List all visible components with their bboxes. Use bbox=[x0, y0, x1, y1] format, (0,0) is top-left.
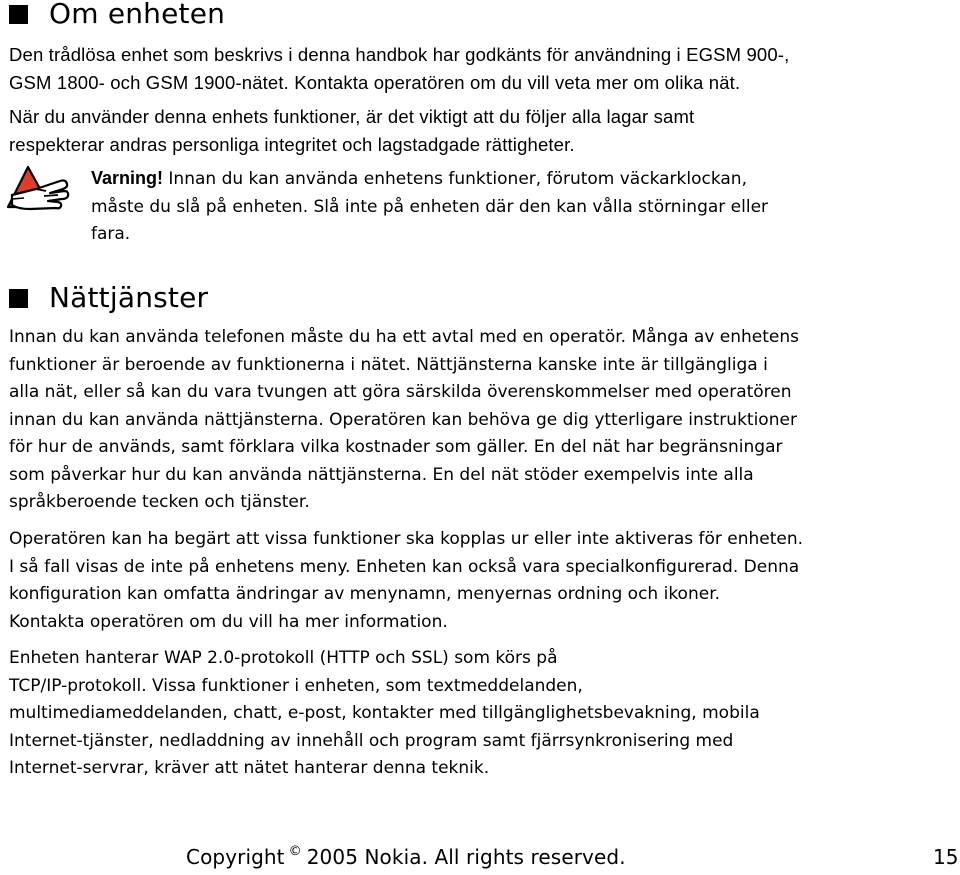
text-line: funktioner är beroende av funktionerna i nätet. Nättjänsterna kanske inte är tillgängliga i bbox=[9, 354, 768, 375]
warning-line-3: fara. bbox=[91, 224, 131, 244]
text-line: Innan du kan använda telefonen måste du ha ett avtal med en operatör. Många av enhetens bbox=[9, 327, 800, 347]
copyright-text: 2005 Nokia. All rights reserved. bbox=[306, 845, 626, 869]
text-line: När du använder denna enhets funktioner, är det viktigt att du följer alla lagar samt bbox=[9, 106, 695, 127]
section-heading-om-enheten bbox=[9, 0, 225, 28]
text-line: Den trådlösa enhet som beskrivs i denna handbok har godkänts för användning i EGSM 900-, bbox=[9, 44, 790, 65]
text-line: Operatören kan ha begärt att vissa funktioner ska kopplas ur eller inte aktiveras för enheten. bbox=[9, 529, 804, 549]
text-line: som påverkar hur du kan använda nättjänsterna. En del nät stöder exempelvis inte alla bbox=[9, 464, 754, 485]
warning-label: Varning! bbox=[91, 168, 164, 188]
section-heading-nattjanster bbox=[9, 281, 209, 314]
warning-text bbox=[91, 165, 768, 249]
page-number: 15 bbox=[933, 845, 959, 869]
wap-protocol-paragraph bbox=[9, 645, 760, 783]
text-line: innan du kan använda nättjänsterna. Operatören kan behöva ge dig ytterligare instruktioner bbox=[9, 409, 797, 430]
text-line: Kontakta operatören om du vill ha mer information. bbox=[9, 611, 448, 632]
copyright-symbol: © bbox=[288, 844, 302, 859]
copyright-prefix: Copyright bbox=[186, 845, 285, 869]
text-line: Internet-tjänster, nedladdning av innehåll och program samt fjärrsynkronisering med bbox=[9, 730, 734, 751]
text-line: TCP/IP-protokoll. Vissa funktioner i enheten, som textmeddelanden, bbox=[9, 675, 583, 696]
text-line: multimediameddelanden, chatt, e-post, kontakter med tillgänglighetsbevakning, mobila bbox=[9, 703, 760, 723]
law-paragraph bbox=[9, 103, 694, 158]
square-bullet-icon bbox=[9, 5, 28, 24]
text-line: I så fall visas de inte på enhetens meny. Enheten kan också vara specialkonfigurerad. Denna bbox=[9, 556, 800, 577]
text-line: respekterar andras personliga integritet och lagstadgade rättigheter. bbox=[9, 133, 575, 155]
text-line: språkberoende tecken och tjänster. bbox=[9, 492, 310, 512]
network-services-paragraph bbox=[9, 324, 799, 517]
section-heading-text: Om enheten bbox=[49, 0, 226, 30]
copyright-footer bbox=[186, 843, 626, 875]
text-line: för hur de används, samt förklara vilka kostnader som gäller. En del nät har begränsningar bbox=[9, 437, 783, 457]
warning-line-2: måste du slå på enheten. Slå inte på enheten där den kan vålla störningar eller bbox=[91, 196, 769, 217]
square-bullet-icon bbox=[9, 289, 28, 308]
warning-hand-icon bbox=[6, 165, 72, 213]
text-line: GSM 1800- och GSM 1900-nätet. Kontakta operatören om du vill veta mer om olika nät. bbox=[9, 71, 741, 93]
intro-paragraph bbox=[9, 41, 789, 96]
text-line: konfiguration kan omfatta ändringar av menynamn, menyernas ordning och ikoner. bbox=[9, 584, 721, 604]
section-heading-text: Nättjänster bbox=[49, 281, 209, 314]
text-line: Enheten hanterar WAP 2.0-protokoll (HTTP och SSL) som körs på bbox=[9, 648, 558, 668]
operator-config-paragraph bbox=[9, 526, 803, 636]
text-line: Internet-servrar, kräver att nätet hanterar denna teknik. bbox=[9, 758, 490, 778]
warning-line-1: Innan du kan använda enhetens funktioner, förutom väckarklockan, bbox=[163, 169, 747, 189]
text-line: alla nät, eller så kan du vara tvungen att göra särskilda överenskommelser med operatören bbox=[9, 382, 792, 402]
